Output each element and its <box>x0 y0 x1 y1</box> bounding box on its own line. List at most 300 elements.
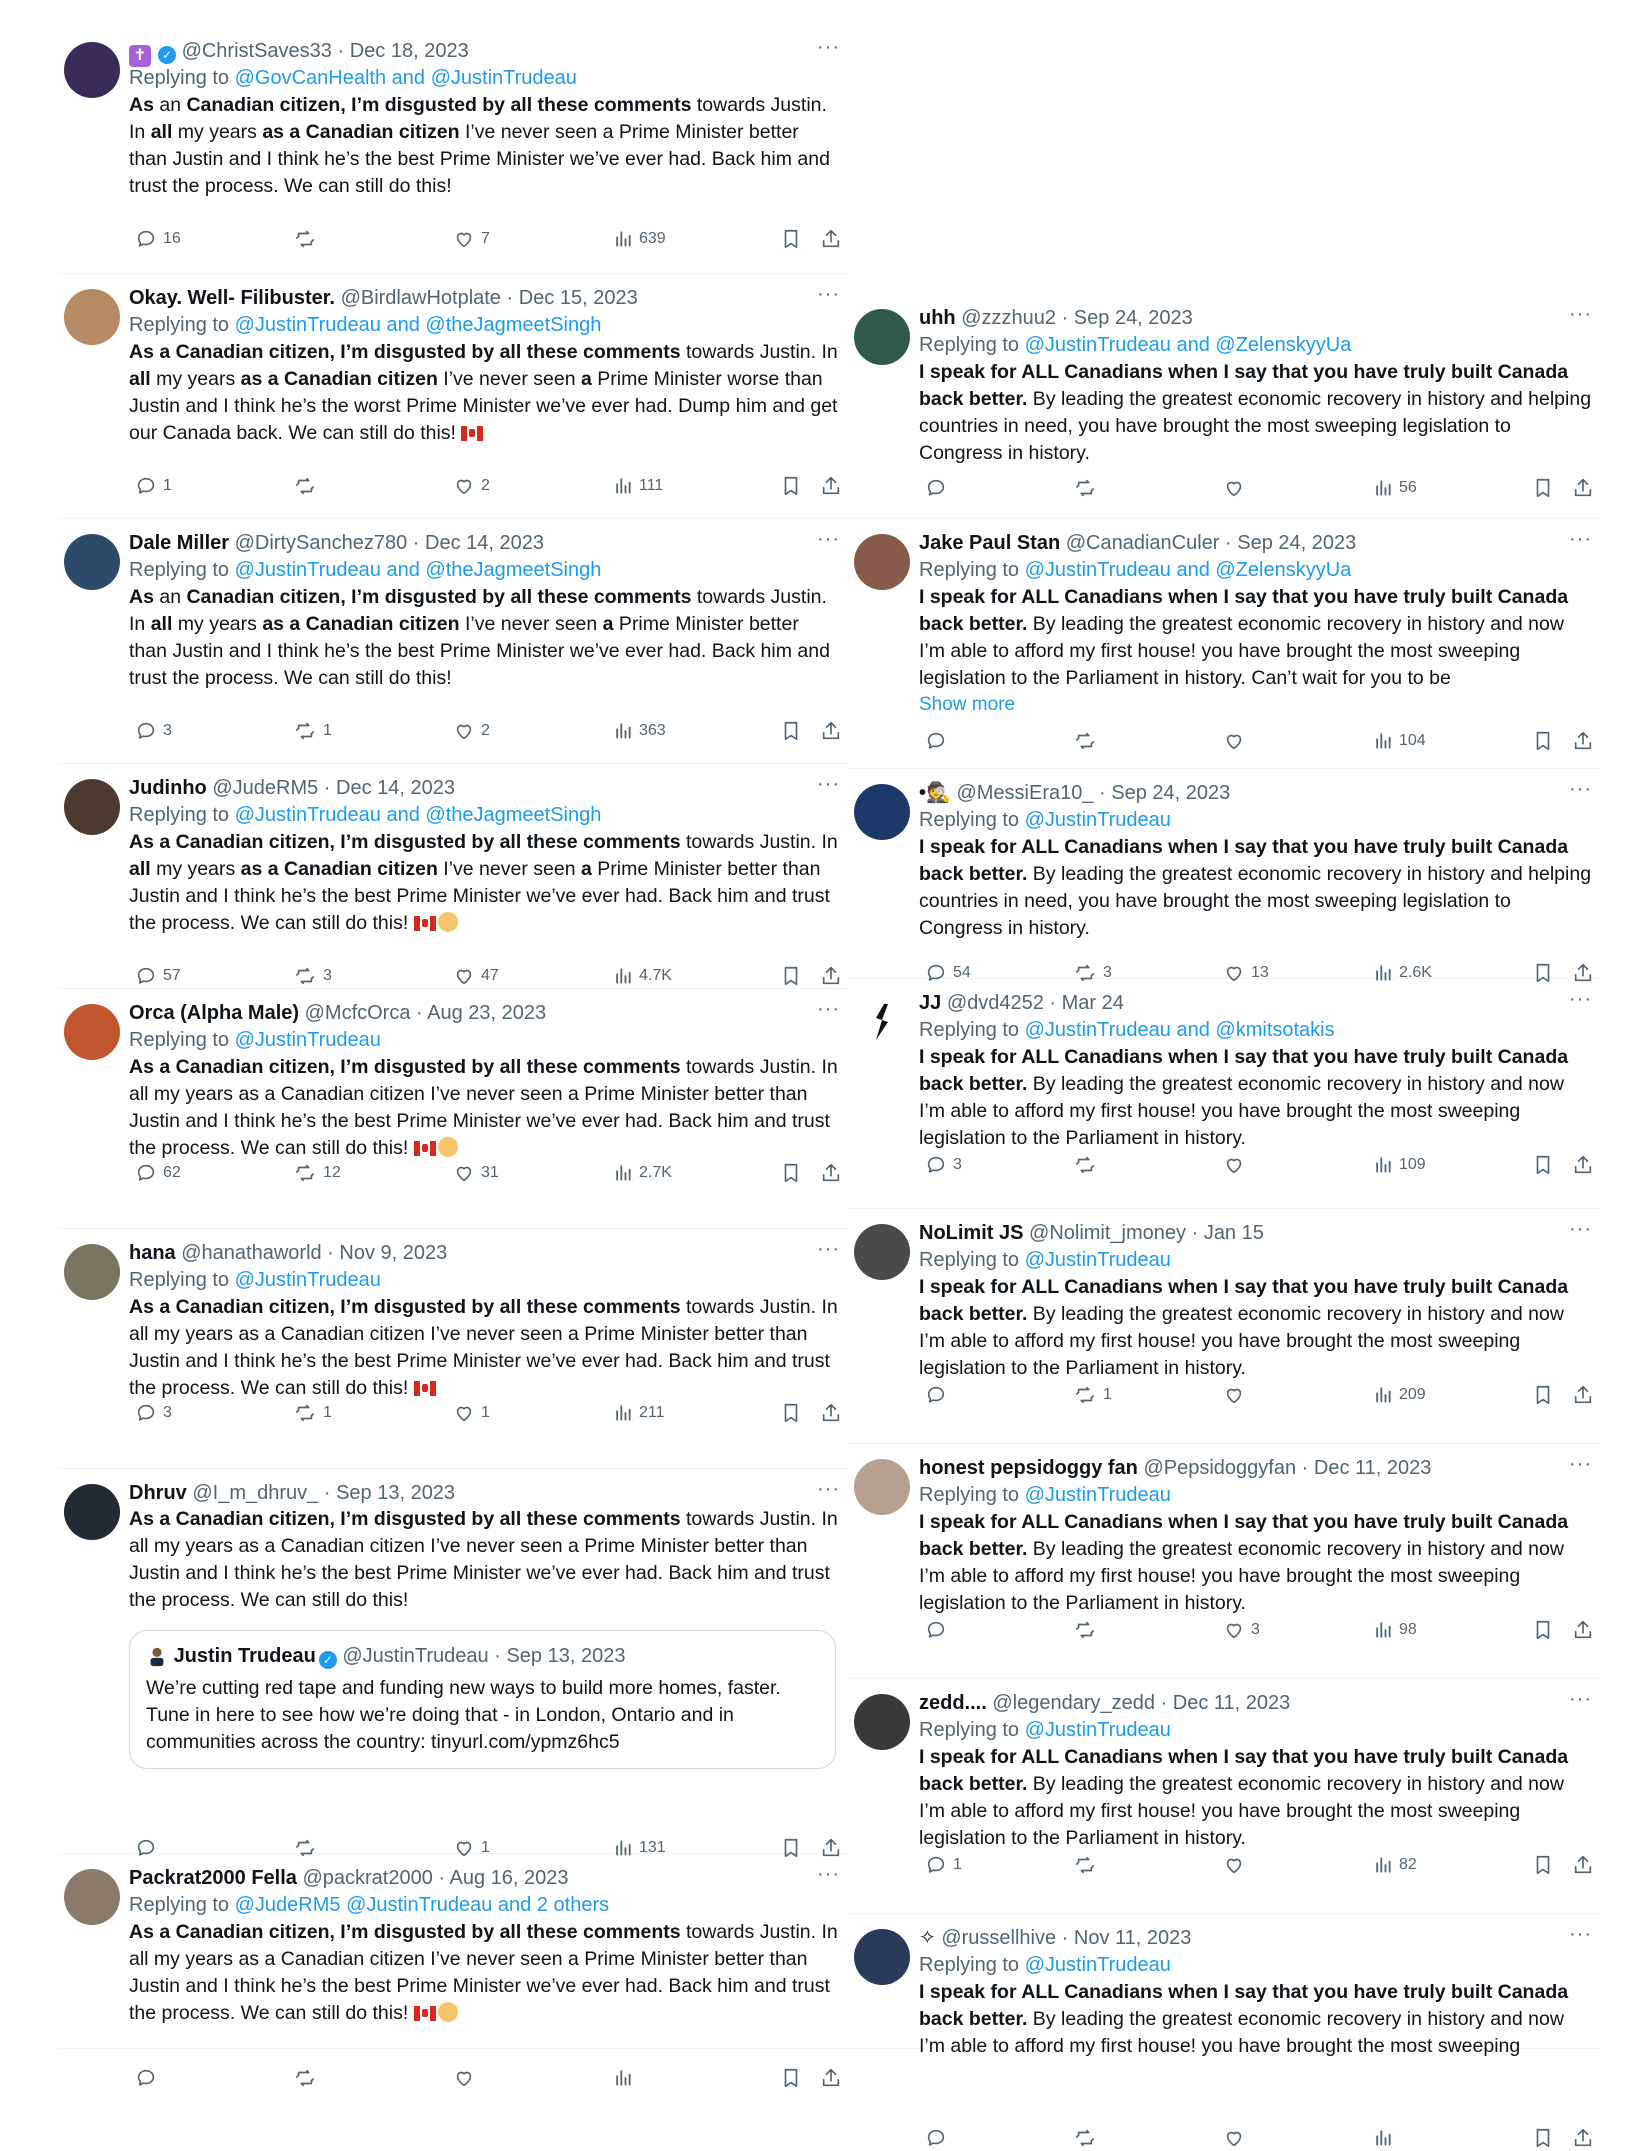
retweet-button[interactable] <box>287 1835 323 1861</box>
share-button[interactable] <box>814 718 842 744</box>
display-name[interactable]: Orca (Alpha Male) <box>129 1002 300 1024</box>
avatar[interactable] <box>854 994 910 1050</box>
quoted-date[interactable]: Sep 13, 2023 <box>506 1645 626 1667</box>
tweet-header <box>129 1480 840 1506</box>
tweet[interactable] <box>58 285 848 519</box>
like-count: 1 <box>481 1404 490 1421</box>
tweet[interactable] <box>848 1220 1600 1444</box>
tweet-body <box>129 775 840 937</box>
retweet-button[interactable] <box>287 473 323 499</box>
retweet-button[interactable] <box>287 1160 341 1186</box>
views-button[interactable] <box>1367 475 1417 501</box>
more-options-icon[interactable]: ··· <box>817 528 840 550</box>
tweet-text: I speak for ALL Canadians when I say that you have truly built Canada back better. By leading the greatest economic recovery in history and now I’m able to afford my first house! you have brought the most sweeping legislation to the Parliament in history. <box>919 1276 1569 1379</box>
replying-to-users[interactable]: @JustinTrudeau <box>234 1269 381 1291</box>
user-handle[interactable]: @Nolimit_jmoney <box>1029 1222 1187 1244</box>
reply-button[interactable] <box>919 728 953 754</box>
avatar[interactable] <box>64 534 120 590</box>
reply-button[interactable] <box>919 2125 953 2151</box>
retweet-icon <box>293 230 317 247</box>
user-handle[interactable]: @BirdlawHotplate <box>340 287 501 309</box>
avatar[interactable] <box>854 784 910 840</box>
tweet[interactable] <box>58 775 848 989</box>
views-button[interactable] <box>607 1400 665 1426</box>
views-button[interactable] <box>607 718 666 744</box>
retweet-icon <box>293 722 317 739</box>
avatar[interactable] <box>64 1244 120 1300</box>
reply-button[interactable] <box>129 1160 181 1186</box>
bookmark-button[interactable] <box>774 963 802 989</box>
like-icon <box>453 230 475 247</box>
retweet-button[interactable] <box>1067 728 1103 754</box>
avatar[interactable] <box>64 42 120 98</box>
replying-prefix: Replying to <box>919 559 1025 581</box>
separator-dot: · <box>1056 1927 1074 1949</box>
separator-dot: · <box>1043 992 1062 1014</box>
reply-icon <box>925 964 947 981</box>
avatar-image <box>64 779 120 835</box>
share-button[interactable] <box>814 1400 842 1426</box>
views-count: 2.7K <box>639 1164 672 1181</box>
bookmark-button[interactable] <box>1526 1382 1554 1408</box>
user-handle[interactable]: @CanadianCuler <box>1065 532 1220 554</box>
avatar[interactable] <box>854 1459 910 1515</box>
tweet-body <box>129 1865 840 2027</box>
like-button[interactable] <box>447 1160 499 1186</box>
retweet-button[interactable] <box>287 226 323 252</box>
retweet-button[interactable] <box>1067 475 1103 501</box>
replying-to-users[interactable]: @JustinTrudeau and @theJagmeetSingh <box>234 804 602 826</box>
reply-button[interactable] <box>919 1152 962 1178</box>
tweet[interactable] <box>848 990 1600 1209</box>
share-button[interactable] <box>1566 1852 1594 1878</box>
separator-dot: · <box>410 1002 428 1024</box>
views-button[interactable] <box>607 963 672 989</box>
replying-to <box>129 556 840 584</box>
like-button[interactable] <box>447 2065 481 2091</box>
bookmark-button[interactable] <box>774 1835 802 1861</box>
tweet-date[interactable]: Mar 24 <box>1061 992 1124 1014</box>
more-options-icon[interactable]: ··· <box>1569 1923 1592 1945</box>
tweet-body <box>129 285 840 447</box>
more-options-icon[interactable]: ··· <box>817 1238 840 1260</box>
more-options-icon[interactable]: ··· <box>1569 528 1592 550</box>
like-button[interactable] <box>1217 960 1269 986</box>
reply-icon <box>925 1386 947 1403</box>
tweet-date[interactable]: Jan 15 <box>1203 1222 1264 1244</box>
like-button[interactable] <box>1217 1852 1251 1878</box>
reply-button[interactable] <box>129 963 181 989</box>
tweet[interactable] <box>848 780 1600 979</box>
tweet-date[interactable]: Nov 9, 2023 <box>339 1242 448 1264</box>
replying-to-users[interactable]: @JustinTrudeau <box>234 1029 381 1051</box>
tweet-header <box>919 305 1592 331</box>
reply-count: 3 <box>163 1404 172 1421</box>
tweet-header <box>129 38 840 64</box>
like-button[interactable] <box>1217 2125 1251 2151</box>
replying-to-users[interactable]: @JustinTrudeau <box>1024 1954 1171 1976</box>
like-count: 3 <box>1251 1621 1260 1638</box>
like-button[interactable] <box>1217 1617 1260 1643</box>
user-handle[interactable]: @I_m_dhruv_ <box>192 1482 319 1504</box>
quoted-display-name[interactable]: Justin Trudeau <box>173 1645 316 1667</box>
show-more-link[interactable]: Show more <box>919 694 1016 715</box>
quoted-avatar-icon <box>146 1645 174 1667</box>
tweet-date[interactable]: Aug 23, 2023 <box>427 1002 547 1024</box>
views-button[interactable] <box>1367 728 1426 754</box>
tweet-date[interactable]: Dec 18, 2023 <box>349 40 469 62</box>
avatar[interactable] <box>854 534 910 590</box>
reply-count: 3 <box>163 722 172 739</box>
views-button[interactable] <box>607 473 663 499</box>
avatar-image <box>64 534 120 590</box>
reply-icon <box>135 1164 157 1181</box>
more-options-icon[interactable]: ··· <box>817 1478 840 1500</box>
share-button[interactable] <box>1566 1152 1594 1178</box>
reply-button[interactable] <box>129 718 172 744</box>
bookmark-button[interactable] <box>1526 728 1554 754</box>
retweet-button[interactable] <box>287 718 332 744</box>
user-handle[interactable]: @JudeRM5 <box>212 777 319 799</box>
display-name[interactable]: Jake Paul Stan <box>919 532 1061 554</box>
reply-button[interactable] <box>919 960 971 986</box>
separator-dot: · <box>321 1242 340 1264</box>
display-name[interactable]: honest pepsidoggy fan <box>919 1457 1138 1479</box>
retweet-count: 1 <box>323 722 332 739</box>
retweet-button[interactable] <box>287 963 332 989</box>
retweet-button[interactable] <box>1067 1152 1103 1178</box>
verified-icon: ✓ <box>158 46 176 64</box>
reply-button[interactable] <box>919 1382 953 1408</box>
views-count: 109 <box>1399 1156 1426 1173</box>
replying-to-users[interactable]: @JustinTrudeau <box>1024 809 1171 831</box>
display-name[interactable]: ✧ <box>919 1927 936 1949</box>
views-count: 363 <box>639 722 666 739</box>
retweet-button[interactable] <box>287 1400 332 1426</box>
more-options-icon[interactable]: ··· <box>817 773 840 795</box>
like-icon <box>1223 1621 1245 1638</box>
replying-to-users[interactable]: @JustinTrudeau and @ZelenskyyUa <box>1024 334 1352 356</box>
views-button[interactable] <box>1367 1617 1417 1643</box>
share-button[interactable] <box>814 473 842 499</box>
views-button[interactable] <box>1367 1382 1426 1408</box>
tweet-date[interactable]: Sep 24, 2023 <box>1111 782 1231 804</box>
avatar-image <box>64 42 120 98</box>
reply-button[interactable] <box>129 2065 163 2091</box>
views-count: 131 <box>639 1839 666 1856</box>
share-icon <box>820 477 842 494</box>
bookmark-button[interactable] <box>1526 1152 1554 1178</box>
share-button[interactable] <box>814 1160 842 1186</box>
tweet-body <box>129 530 840 692</box>
user-handle[interactable]: @hanathaworld <box>181 1242 322 1264</box>
views-icon <box>613 967 633 984</box>
more-options-icon[interactable]: ··· <box>1569 988 1592 1010</box>
views-icon <box>613 2069 633 2086</box>
replying-to-users[interactable]: @JustinTrudeau and @theJagmeetSingh <box>234 559 602 581</box>
like-button[interactable] <box>1217 728 1251 754</box>
tweet-date[interactable]: Nov 11, 2023 <box>1073 1927 1192 1949</box>
like-button[interactable] <box>447 1835 490 1861</box>
user-handle[interactable]: @packrat2000 <box>302 1867 433 1889</box>
display-name[interactable]: Dhruv <box>129 1482 187 1504</box>
tweet[interactable] <box>848 530 1600 769</box>
display-name[interactable]: NoLimit JS <box>919 1222 1024 1244</box>
replying-prefix: Replying to <box>919 334 1025 356</box>
views-count: 104 <box>1399 732 1426 749</box>
tweet-date[interactable]: Dec 15, 2023 <box>518 287 638 309</box>
avatar-image <box>64 1869 120 1925</box>
display-name[interactable]: uhh <box>919 307 956 329</box>
more-options-icon[interactable]: ··· <box>1569 1453 1592 1475</box>
more-options-icon[interactable]: ··· <box>817 1863 840 1885</box>
user-handle[interactable]: @Pepsidoggyfan <box>1143 1457 1297 1479</box>
replying-to-users[interactable]: @JustinTrudeau <box>1024 1249 1171 1271</box>
separator-dot: · <box>407 532 425 554</box>
tweet-date[interactable]: Dec 14, 2023 <box>336 777 455 799</box>
user-handle[interactable]: @russellhive <box>941 1927 1057 1949</box>
retweet-count: 1 <box>323 1404 332 1421</box>
avatar[interactable] <box>64 1869 120 1925</box>
avatar[interactable] <box>64 779 120 835</box>
views-button[interactable] <box>607 226 666 252</box>
retweet-button[interactable] <box>1067 2125 1103 2151</box>
tweet[interactable] <box>848 1455 1600 1679</box>
separator-dot: · <box>432 1867 450 1889</box>
user-handle[interactable]: @MessiEra10_ <box>956 782 1094 804</box>
replying-prefix: Replying to <box>919 1249 1025 1271</box>
display-name[interactable]: JJ <box>919 992 942 1014</box>
tweet[interactable] <box>58 530 848 764</box>
bookmark-button[interactable] <box>774 1400 802 1426</box>
reply-button[interactable] <box>919 1852 962 1878</box>
bookmark-button[interactable] <box>1526 1617 1554 1643</box>
retweet-icon <box>293 967 317 984</box>
quoted-tweet[interactable] <box>129 1630 836 1769</box>
bookmark-button[interactable] <box>774 1160 802 1186</box>
user-handle[interactable]: @zzzhuu2 <box>961 307 1057 329</box>
like-button[interactable] <box>447 226 490 252</box>
reply-button[interactable] <box>129 1400 172 1426</box>
views-button[interactable] <box>607 2065 639 2091</box>
like-button[interactable] <box>1217 1152 1251 1178</box>
like-button[interactable] <box>447 718 490 744</box>
share-button[interactable] <box>1566 1382 1594 1408</box>
avatar-image <box>854 1929 910 1985</box>
bookmark-button[interactable] <box>774 718 802 744</box>
bookmark-button[interactable] <box>774 226 802 252</box>
retweet-button[interactable] <box>1067 1852 1103 1878</box>
bookmark-icon <box>1532 732 1554 749</box>
replying-prefix: Replying to <box>919 1484 1025 1506</box>
more-options-icon[interactable]: ··· <box>817 998 840 1020</box>
reply-button[interactable] <box>919 1617 953 1643</box>
views-icon <box>1373 732 1393 749</box>
views-button[interactable] <box>1367 2125 1399 2151</box>
tweet-body <box>919 1220 1592 1382</box>
views-button[interactable] <box>1367 960 1432 986</box>
share-icon <box>820 2069 842 2086</box>
retweet-button[interactable] <box>1067 1382 1112 1408</box>
tweet-actions <box>129 1400 840 1426</box>
tweet-date[interactable]: Dec 14, 2023 <box>425 532 544 554</box>
share-button[interactable] <box>814 2065 842 2091</box>
like-icon <box>453 967 475 984</box>
bookmark-button[interactable] <box>1526 2125 1554 2151</box>
views-icon <box>1373 2129 1393 2146</box>
views-icon <box>613 1404 633 1421</box>
display-name[interactable]: zedd.... <box>919 1692 987 1714</box>
tweet[interactable] <box>58 1480 848 1854</box>
quoted-handle[interactable]: @JustinTrudeau <box>342 1645 489 1667</box>
reply-icon <box>135 967 157 984</box>
replying-to-users[interactable]: @JustinTrudeau <box>1024 1484 1171 1506</box>
avatar-image <box>854 1459 910 1515</box>
reply-button[interactable] <box>129 226 181 252</box>
tweet-actions <box>919 960 1592 986</box>
replying-to-users[interactable]: @JustinTrudeau <box>1024 1719 1171 1741</box>
display-name[interactable]: Okay. Well- Filibuster. <box>129 287 335 309</box>
tweet-date[interactable]: Aug 16, 2023 <box>449 1867 569 1889</box>
bookmark-button[interactable] <box>1526 475 1554 501</box>
tweet-date[interactable]: Dec 11, 2023 <box>1172 1692 1291 1714</box>
share-button[interactable] <box>1566 960 1594 986</box>
tweet-header <box>919 990 1592 1016</box>
more-options-icon[interactable]: ··· <box>817 283 840 305</box>
replying-to-users[interactable]: @JustinTrudeau and @ZelenskyyUa <box>1024 559 1352 581</box>
avatar[interactable] <box>854 1224 910 1280</box>
views-count: 639 <box>639 230 666 247</box>
user-handle[interactable]: @DirtySanchez780 <box>234 532 408 554</box>
tweet[interactable] <box>58 1240 848 1469</box>
reply-button[interactable] <box>129 473 172 499</box>
separator-dot: · <box>318 777 337 799</box>
like-button[interactable] <box>447 963 499 989</box>
replying-prefix: Replying to <box>129 1894 235 1916</box>
bookmark-button[interactable] <box>1526 1852 1554 1878</box>
like-icon <box>453 477 475 494</box>
replying-to-users[interactable]: @GovCanHealth and @JustinTrudeau <box>234 67 577 89</box>
more-options-icon[interactable]: ··· <box>1569 303 1592 325</box>
share-button[interactable] <box>1566 2125 1594 2151</box>
more-options-icon[interactable]: ··· <box>1569 1218 1592 1240</box>
share-icon <box>1572 2129 1594 2146</box>
like-button[interactable] <box>1217 475 1251 501</box>
avatar[interactable] <box>854 1929 910 1985</box>
bookmark-icon <box>780 1404 802 1421</box>
more-options-icon[interactable]: ··· <box>1569 778 1592 800</box>
replying-to <box>919 556 1592 584</box>
tweet-body <box>129 1000 840 1162</box>
reply-count: 16 <box>163 230 181 247</box>
more-options-icon[interactable]: ··· <box>1569 1688 1592 1710</box>
like-button[interactable] <box>447 1400 490 1426</box>
tweet-text: As an Canadian citizen, I’m disgusted by all these comments towards Justin. In all my years as a Canadian citizen I’ve never seen a Prime Minister better than Justin and I think he’s the best Prime Minister we’ve ever had. Back him and trust the process. We can still do this! <box>129 94 830 197</box>
views-count: 209 <box>1399 1386 1426 1403</box>
views-count: 111 <box>639 477 664 494</box>
share-button[interactable] <box>814 963 842 989</box>
share-button[interactable] <box>1566 1617 1594 1643</box>
retweet-button[interactable] <box>1067 960 1112 986</box>
reply-icon <box>135 477 157 494</box>
retweet-button[interactable] <box>1067 1617 1103 1643</box>
separator-dot: · <box>500 287 519 309</box>
tweet-date[interactable]: Sep 24, 2023 <box>1237 532 1357 554</box>
tweet-date[interactable]: Sep 13, 2023 <box>336 1482 456 1504</box>
bookmark-icon <box>1532 1856 1554 1873</box>
reply-button[interactable] <box>129 1835 163 1861</box>
bookmark-button[interactable] <box>774 473 802 499</box>
views-button[interactable] <box>1367 1852 1417 1878</box>
like-button[interactable] <box>1217 1382 1251 1408</box>
tweet-header <box>919 780 1592 806</box>
tweet-date[interactable]: Dec 11, 2023 <box>1313 1457 1432 1479</box>
avatar[interactable] <box>854 309 910 365</box>
display-name[interactable]: •🕵 <box>919 782 951 804</box>
more-options-icon[interactable]: ··· <box>817 36 840 58</box>
tweet[interactable] <box>848 305 1600 519</box>
tweet[interactable] <box>58 1865 848 2049</box>
tweet[interactable] <box>58 38 848 274</box>
share-button[interactable] <box>1566 475 1594 501</box>
views-icon <box>1373 1386 1393 1403</box>
user-handle[interactable]: @dvd4252 <box>946 992 1044 1014</box>
views-button[interactable] <box>1367 1152 1426 1178</box>
share-button[interactable] <box>814 226 842 252</box>
tweet[interactable] <box>848 1923 1600 2057</box>
display-name[interactable]: hana <box>129 1242 176 1264</box>
tweet-header <box>129 530 840 556</box>
display-name[interactable]: Dale Miller <box>129 532 230 554</box>
tweet[interactable] <box>58 1000 848 1229</box>
replying-to <box>129 64 840 92</box>
replying-to-users[interactable]: @JustinTrudeau and @theJagmeetSingh <box>234 314 602 336</box>
display-name[interactable]: Judinho <box>129 777 207 799</box>
views-button[interactable] <box>607 1835 666 1861</box>
share-button[interactable] <box>1566 728 1594 754</box>
avatar[interactable] <box>854 1694 910 1750</box>
tweet[interactable] <box>848 1690 1600 1914</box>
avatar[interactable] <box>64 289 120 345</box>
display-name[interactable]: Packrat2000 Fella <box>129 1867 297 1889</box>
bookmark-button[interactable] <box>1526 960 1554 986</box>
retweet-count: 12 <box>323 1164 341 1181</box>
replying-to-users[interactable]: @JustinTrudeau and @kmitsotakis <box>1024 1019 1335 1041</box>
tweet-body <box>129 1480 840 1614</box>
quoted-tweet-header <box>146 1643 819 1669</box>
tweet-date[interactable]: Sep 24, 2023 <box>1073 307 1193 329</box>
tweet-body <box>129 38 840 200</box>
replying-to-users[interactable]: @JudeRM5 @JustinTrudeau and 2 others <box>234 1894 610 1916</box>
like-button[interactable] <box>447 473 490 499</box>
reply-icon <box>925 1156 947 1173</box>
bookmark-icon <box>1532 1621 1554 1638</box>
retweet-button[interactable] <box>287 2065 323 2091</box>
user-handle[interactable]: @ChristSaves33 <box>181 40 332 62</box>
replying-prefix: Replying to <box>919 1954 1025 1976</box>
views-button[interactable] <box>607 1160 672 1186</box>
avatar[interactable] <box>64 1484 120 1540</box>
reply-count: 3 <box>953 1156 962 1173</box>
share-button[interactable] <box>814 1835 842 1861</box>
user-handle[interactable]: @McfcOrca <box>304 1002 411 1024</box>
tweet-header <box>919 530 1592 556</box>
user-handle[interactable]: @legendary_zedd <box>992 1692 1155 1714</box>
retweet-icon <box>293 477 317 494</box>
bookmark-button[interactable] <box>774 2065 802 2091</box>
avatar[interactable] <box>64 1004 120 1060</box>
reply-button[interactable] <box>919 475 953 501</box>
